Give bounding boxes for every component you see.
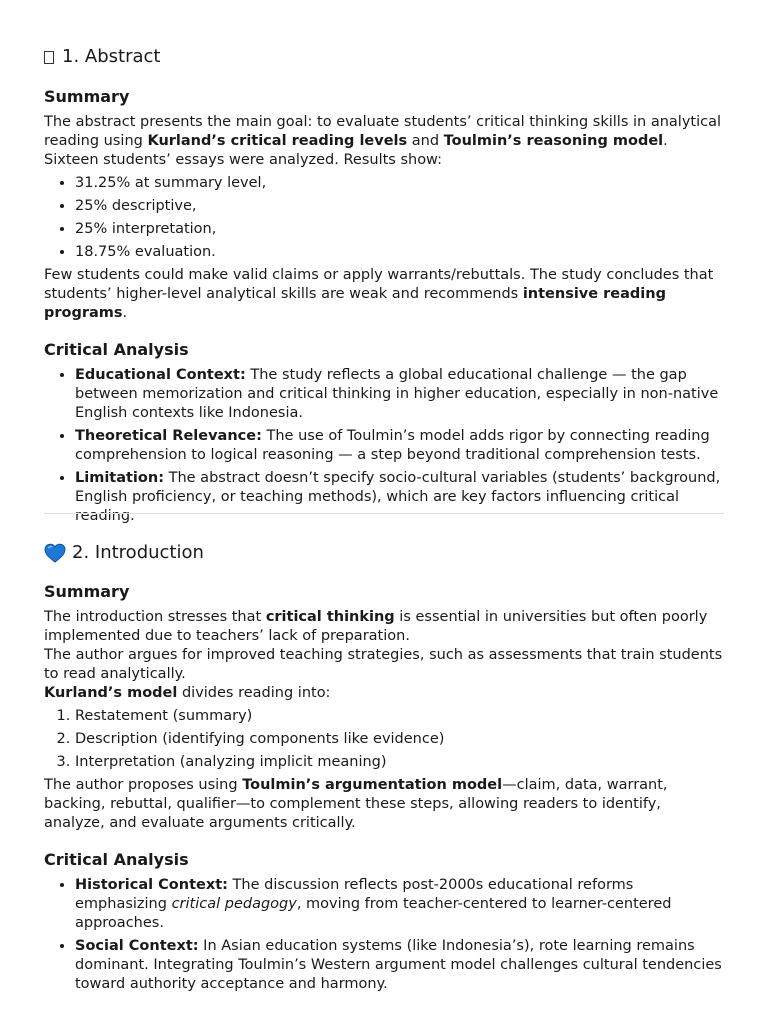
analysis-heading: Critical Analysis bbox=[44, 850, 189, 869]
blue-heart-icon bbox=[44, 543, 66, 563]
bold-text: Kurland’s critical reading levels bbox=[147, 133, 408, 149]
list-item: • 31.25% at summary level, bbox=[75, 174, 724, 193]
bold-text: Historical Context: bbox=[75, 877, 228, 893]
summary-paragraph bbox=[44, 776, 724, 833]
list-item bbox=[75, 469, 724, 526]
italic-text: critical pedagogy bbox=[171, 896, 297, 912]
summary-paragraph bbox=[44, 608, 724, 646]
text: . Sixteen students’ essays were analyzed. Results show: bbox=[44, 133, 668, 168]
text: The discussion reflects post-2000s educational reforms emphasizing bbox=[75, 877, 634, 912]
list-item: • 25% descriptive, bbox=[75, 197, 724, 216]
text: The author proposes using bbox=[44, 777, 243, 793]
list-item: 2. Description (identifying components like evidence) bbox=[75, 730, 724, 749]
analysis-heading: Critical Analysis bbox=[44, 340, 189, 359]
bold-text: Kurland’s model bbox=[44, 685, 178, 701]
text: Few students could make valid claims or apply warrants/rebuttals. The study concludes that students’ higher-level analytical skills are weak and recommends bbox=[44, 267, 714, 302]
results-list bbox=[44, 174, 724, 262]
list-item: 3. Interpretation (analyzing implicit meaning) bbox=[75, 753, 724, 772]
text: is essential in universities but often poorly implemented due to teachers’ lack of preparation. bbox=[44, 609, 708, 644]
missing-glyph-icon bbox=[44, 51, 54, 64]
text: The abstract presents the main goal: to evaluate students’ critical thinking skills in analytical reading using bbox=[44, 114, 721, 149]
summary-paragraph bbox=[44, 266, 724, 323]
list-item bbox=[75, 427, 724, 465]
text: The use of Toulmin’s model adds rigor by connecting reading comprehension to logical reasoning — a step beyond traditional comprehension tests. bbox=[75, 428, 710, 463]
text: divides reading into: bbox=[177, 685, 331, 701]
bold-text: critical thinking bbox=[265, 609, 395, 625]
list-item bbox=[75, 937, 724, 994]
section-heading-abstract bbox=[44, 45, 724, 69]
list-item: 1. Restatement (summary) bbox=[75, 707, 724, 726]
text: The abstract doesn’t specify socio-cultural variables (students’ background, English proficiency, or teaching methods), which are key factors influencing critical reading. bbox=[75, 470, 721, 524]
text: —claim, data, warrant, backing, rebuttal, qualifier—to complement these steps, allowing readers to identify, analyze, and evaluate arguments critically. bbox=[44, 777, 668, 831]
text: The introduction stresses that bbox=[44, 609, 266, 625]
list-item: • 25% interpretation, bbox=[75, 220, 724, 239]
text: , moving from teacher-centered to learner-centered approaches. bbox=[75, 896, 672, 931]
summary-paragraph bbox=[44, 684, 724, 703]
bold-text: Toulmin’s reasoning model bbox=[443, 133, 664, 149]
steps-list bbox=[44, 707, 724, 772]
summary-heading: Summary bbox=[44, 87, 130, 106]
analysis-list bbox=[44, 366, 724, 526]
bold-text: Limitation: bbox=[75, 470, 164, 486]
summary-paragraph bbox=[44, 113, 724, 170]
text: The study reflects a global educational challenge — the gap between memorization and critical thinking in higher education, especially in non-native English contexts like Indonesia. bbox=[75, 367, 719, 421]
section-divider bbox=[44, 513, 724, 514]
analysis-list bbox=[44, 876, 724, 994]
list-item: • 18.75% evaluation. bbox=[75, 243, 724, 262]
summary-paragraph: The author argues for improved teaching strategies, such as assessments that train students to read analytically. bbox=[44, 647, 723, 682]
list-item bbox=[75, 366, 724, 423]
section-abstract bbox=[44, 45, 724, 530]
bold-text: Educational Context: bbox=[75, 367, 246, 383]
section-heading-introduction bbox=[44, 541, 724, 565]
bold-text: Toulmin’s argumentation model bbox=[242, 777, 503, 793]
section-introduction bbox=[44, 541, 724, 998]
bold-text: Theoretical Relevance: bbox=[75, 428, 262, 444]
bold-text: Social Context: bbox=[75, 938, 199, 954]
heading-text: 1. Abstract bbox=[62, 46, 161, 67]
list-item bbox=[75, 876, 724, 933]
text: . bbox=[122, 305, 128, 321]
text: and bbox=[407, 133, 444, 149]
heading-text: 2. Introduction bbox=[72, 542, 204, 563]
text: In Asian education systems (like Indonesia’s), rote learning remains dominant. Integrating Toulmin’s Western argument model challenges cultural tendencies toward authority acceptance and harmony. bbox=[75, 938, 722, 992]
bold-text: intensive reading programs bbox=[44, 286, 666, 321]
summary-heading: Summary bbox=[44, 582, 130, 601]
